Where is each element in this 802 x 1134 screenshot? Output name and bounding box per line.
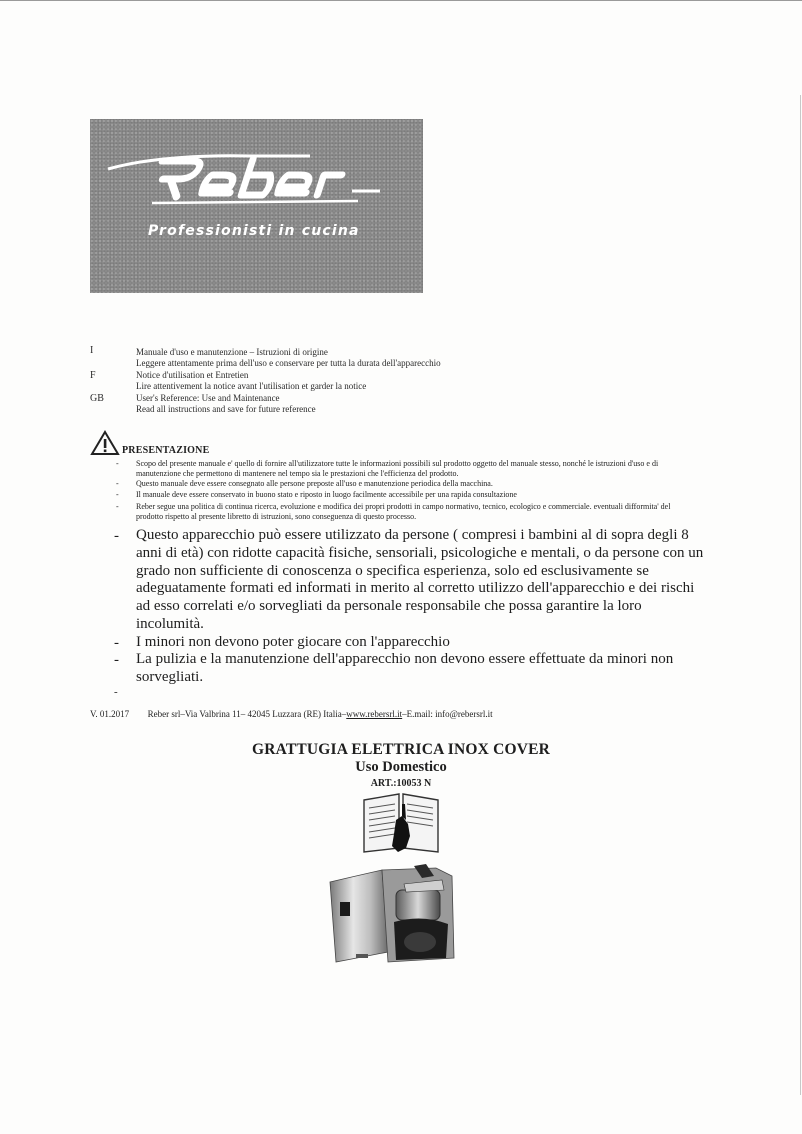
read-manual-icon (356, 790, 446, 856)
lang-code: GB (90, 393, 104, 404)
presentation-large-item: I minori non devono poter giocare con l'apparecchio (136, 634, 450, 650)
presentation-large-item: La pulizia e la manutenzione dell'apparecchio non devono essere effettuate da minori non sorvegliati. (136, 651, 674, 685)
bullet-dash: - (116, 490, 119, 499)
presentation-small-item: Il manuale deve essere conservato in buono stato e riposto in luogo facilmente accessibile per una rapida consultazione (136, 490, 517, 499)
lang-code: F (90, 370, 96, 381)
scan-edge (0, 0, 802, 1)
lang-subtitle: Lire attentivement la notice avant l'utilisation et garder la notice (136, 381, 367, 391)
version-label: V. 01.2017 (90, 709, 130, 719)
reber-logo-banner (90, 119, 423, 293)
bullet-dash: - (114, 528, 119, 544)
bullet-dash: - (116, 502, 119, 511)
lang-subtitle: Leggere attentamente prima dell'uso e conservare per tutta la durata dell'apparecchio (136, 358, 441, 368)
presentation-small-item: Scopo del presente manuale e' quello di fornire all'utilizzatore tutte le informazioni possibili sul prodotto oggetto del manuale stesso, nonché le istruzioni d'uso e di manutenzione che permettono di mantenere nel tempo sia le prestazioni che l'efficienza del prodotto. (136, 459, 659, 478)
lang-title: User's Reference: Use and Maintenance (136, 393, 280, 403)
lang-title: Notice d'utilisation et Entretien (136, 370, 249, 380)
bullet-dash: - (116, 479, 119, 488)
section-title-presentazione: PRESENTAZIONE (122, 445, 210, 456)
reber-logo-mark (90, 119, 423, 293)
product-title: GRATTUGIA ELETTRICA INOX COVER (251, 741, 551, 758)
bullet-dash: - (116, 459, 119, 468)
scan-edge-right (800, 95, 801, 1095)
presentation-small-item: Reber segue una politica di continua ricerca, evoluzione e modifica dei propri prodotti in campo normativo, tecnico, ecologico e commerciale. eventuali difformita' del prodotto rispetto al presente libretto di istruzioni, sono conseguenza di questo processo. (136, 502, 671, 521)
bullet-dash: - (114, 686, 118, 698)
product-use: Uso Domestico (355, 759, 447, 775)
bullet-dash: - (114, 652, 119, 668)
presentation-large-item: Questo apparecchio può essere utilizzato da persone ( compresi i bambini al di sopra degli 8 anni di età) con ridotte capacità fisiche, sensoriali, psicologiche e mentali, o da persone con un grado non sufficiente di conoscenza o specifica esperienza, solo ed esclusivamente se adeguatamente formati ed informati in merito al corretto utilizzo dell'apparecchio e dei rischi ad esso correlati e/o sorvegliati da personale responsabile che possa garantire la loro incolumità. (136, 527, 704, 632)
company-address: Reber srl–Via Valbrina 11– 42045 Luzzara (RE) Italia– (147, 709, 347, 719)
logo-tagline: Professionisti in cucina (148, 223, 360, 239)
bullet-dash: - (114, 635, 119, 651)
grater-machine-image (326, 862, 466, 972)
lang-title: Manuale d'uso e manutenzione – Istruzioni di origine (136, 347, 328, 357)
lang-code: I (90, 345, 94, 356)
version-footer (90, 709, 493, 719)
presentation-small-item: Questo manuale deve essere consegnato alle persone preposte all'uso e manutenzione periodica della macchina. (136, 479, 493, 488)
company-email: –E.mail: info@rebersrl.it (402, 709, 493, 719)
product-article: ART.:10053 N (370, 778, 432, 789)
warning-icon (90, 430, 120, 456)
lang-subtitle: Read all instructions and save for future reference (136, 404, 316, 414)
website-link[interactable]: www.rebersrl.it (346, 709, 403, 719)
